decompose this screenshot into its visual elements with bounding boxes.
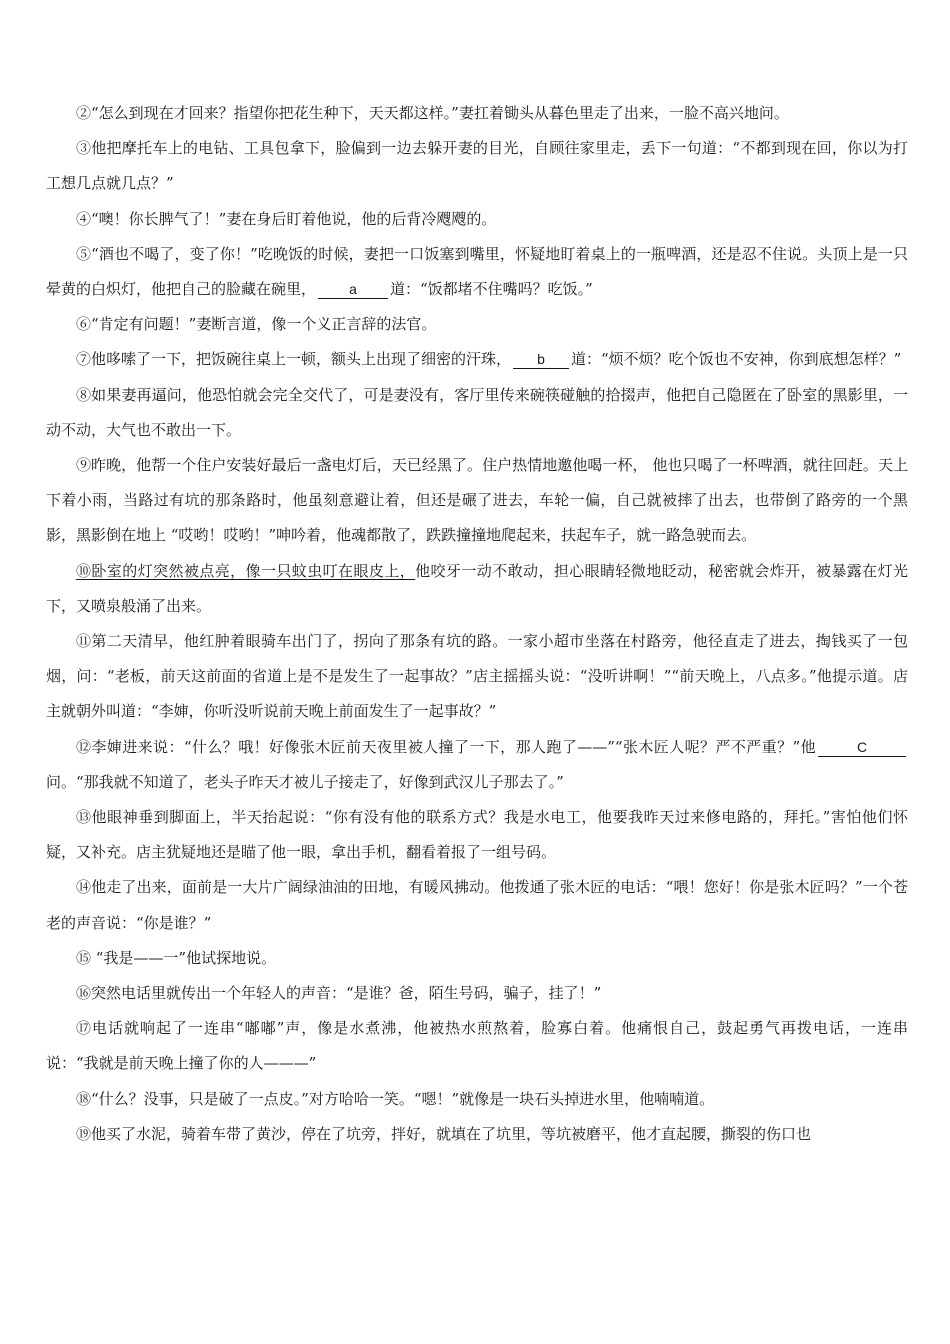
paragraph-17: ⑰电话就响起了一连串“嘟嘟”声，像是水煮沸，他被热水煎熬着，脸寡白着。他痛恨自己，鼓起勇气再拨电话，一连串说：“我就是前天晚上撞了你的人———” (46, 1019, 908, 1073)
paragraph-10-text-after: 他咬牙一动不敢动，担心眼睛轻微地眨动，秘密就会炸开，被暴露在灯光下，又喷泉般涌了出来。 (46, 561, 908, 615)
paragraph-14: ⑭他走了出来，面前是一大片广阔绿油油的田地，有暖风拂动。他拨通了张木匠的电话：“喂！您好！你是张木匠吗？”一个苍老的声音说：“你是谁？” (46, 878, 908, 932)
paragraph-8: ⑧如果妻再逼问，他恐怕就会完全交代了，可是妻没有，客厅里传来碗筷碰触的拾掇声，他把自己隐匿在了卧室的黑影里，一动不动，大气也不敢出一下。 (46, 385, 908, 439)
paragraph-2: ②“怎么到现在才回来？指望你把花生种下，天天都这样。”妻扛着锄头从暮色里走了出来，一脸不高兴地问。 (76, 104, 789, 122)
paragraph-16: ⑯突然电话里就传出一个年轻人的声音：“是谁？爸，陌生号码，骗子，挂了！” (76, 984, 602, 1003)
paragraph-7-text-before: ⑦他哆嗦了一下，把饭碗往桌上一顿，额头上出现了细密的汗珠， (76, 350, 512, 369)
paragraph-18: ⑱“什么？没事，只是破了一点皮。”对方哈哈一笑。“嗯！”就像是一块石头掉进水里，他喃喃道。 (76, 1089, 715, 1108)
paragraph-12-text-before: ⑫李婶进来说：“什么？哦！好像张木匠前天夜里被人撞了一下，那人跑了——”“张木匠人呢？严不严重？”他 (76, 737, 816, 756)
paragraph-3: ③他把摩托车上的电钻、工具包拿下，脸偏到一边去躲开妻的目光，自顾往家里走，丢下一句道：“不都到现在回，你以为打工想几点就几点？” (46, 139, 908, 193)
paragraph-9: ⑨昨晚，他帮一个住户安装好最后一盏电灯后，天已经黑了。住户热情地邀他喝一杯， 他也只喝了一杯啤酒，就往回赶。天上下着小雨，当路过有坑的那条路时，他虽刻意避让着，但还是碾了进去，车轮一偏，自己就被摔了出去，也带倒了路旁的一个黑影，黑影倒在地上 “哎哟！哎哟！”呻吟着，他魂都散了，跌跌撞撞地爬起来，扶起车子，就一路急驶而去。 (46, 456, 908, 545)
paragraph-15: ⑮ “我是——一”他试探地说。 (76, 948, 277, 967)
fill-blank-c: C (818, 738, 906, 757)
paragraph-10 (46, 554, 908, 624)
paragraph-7-text-after: 道：“烦不烦？吃个饭也不安神，你到底想怎样？” (571, 350, 902, 369)
paragraph-5 (46, 237, 908, 307)
paragraph-12-text-after: 问。“那我就不知道了，老头子昨天才被儿子接走了，好像到武汉儿子那去了。” (46, 772, 564, 791)
underlined-sentence: ⑩卧室的灯突然被点亮，像一只蚊虫叮在眼皮上， (76, 561, 416, 580)
paragraph-12 (46, 730, 908, 800)
fill-blank-a: a (318, 280, 388, 299)
fill-blank-b: b (513, 350, 569, 369)
paragraph-6: ⑥“肯定有问题！”妻断言道，像一个义正言辞的法官。 (76, 315, 437, 334)
article-body (46, 96, 908, 1152)
paragraph-4: ④“噢！你长脾气了！”妻在身后盯着他说，他的后背冷飕飕的。 (76, 209, 497, 228)
paragraph-19: ⑲他买了水泥，骑着车带了黄沙，停在了坑旁，拌好，就填在了坑里，等坑被磨平，他才直起腰，撕裂的伤口也 (76, 1124, 812, 1143)
paragraph-7 (46, 342, 908, 377)
paragraph-5-text-before: ⑤“酒也不喝了，变了你！”吃晚饭的时候，妻把一口饭塞到嘴里，怀疑地盯着桌上的一瓶啤酒，还是忍不住说。头顶上是一只晕黄的白炽灯，他把自己的脸藏在碗里， (46, 244, 908, 299)
paragraph-11: ⑪第二天清早，他红肿着眼骑车出门了，拐向了那条有坑的路。一家小超市坐落在村路旁，他径直走了进去，掏钱买了一包烟，问：“老板，前天这前面的省道上是不是发生了一起事故？”店主摇摇头说：“没听讲啊！”“前天晚上，八点多。”他提示道。店主就朝外叫道：“李婶，你听没听说前天晚上前面发生了一起事故？” (46, 632, 908, 721)
paragraph-5-text-after: 道：“饭都堵不住嘴吗？吃饭。” (390, 280, 593, 299)
paragraph-13: ⑬他眼神垂到脚面上，半天抬起说：“你有没有他的联系方式？我是水电工，他要我昨天过来修电路的，拜托。”害怕他们怀疑，又补充。店主犹疑地还是瞄了他一眼，拿出手机，翻看着报了一组号码。 (46, 808, 908, 862)
